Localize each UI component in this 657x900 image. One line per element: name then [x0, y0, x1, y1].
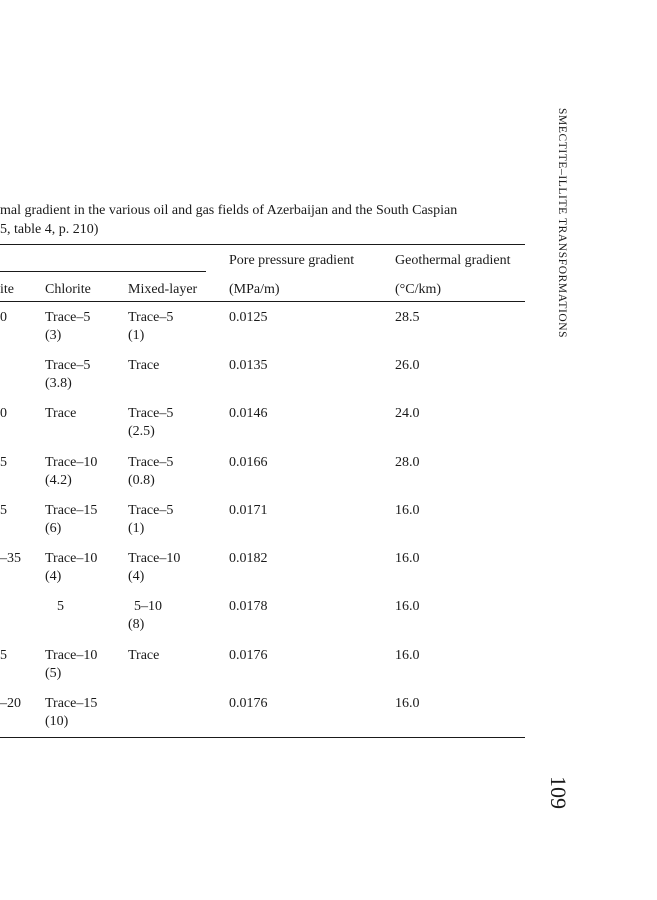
cell-pore-pressure: 0.0182 — [229, 551, 268, 566]
table-top-rule — [0, 244, 525, 245]
table-caption — [0, 201, 457, 239]
cell-col0: 0 — [0, 310, 7, 325]
header-geo-unit: (°C/km) — [395, 282, 442, 297]
cell-geothermal: 28.5 — [395, 310, 420, 325]
cell-mixed-layer-mean: (1) — [128, 521, 145, 536]
cell-geothermal: 16.0 — [395, 648, 420, 663]
cell-chlorite: Trace–5 — [45, 310, 91, 325]
cell-col0: 0 — [0, 406, 7, 421]
cell-mixed-layer: Trace — [128, 648, 160, 663]
cell-pore-pressure: 0.0178 — [229, 599, 268, 614]
cell-geothermal: 26.0 — [395, 358, 420, 373]
cell-mixed-layer: Trace–5 — [128, 310, 174, 325]
cell-col0: –35 — [0, 551, 21, 566]
header-chlorite: Chlorite — [45, 282, 91, 297]
caption-line-1: mal gradient in the various oil and gas fields of Azerbaijan and the South Caspian — [0, 203, 458, 218]
header-bottom-rule — [0, 301, 525, 302]
cell-mixed-layer-mean: (4) — [128, 569, 145, 584]
cell-mixed-layer: Trace — [128, 358, 160, 373]
cell-mixed-layer: Trace–10 — [128, 551, 181, 566]
cell-chlorite-mean: (10) — [45, 714, 69, 729]
cell-mixed-layer-mean: (1) — [128, 328, 145, 343]
cell-chlorite-mean: (3.8) — [45, 376, 72, 391]
cell-chlorite-mean: (3) — [45, 328, 62, 343]
cell-mixed-layer: Trace–5 — [128, 503, 174, 518]
cell-chlorite: Trace–5 — [45, 358, 91, 373]
cell-mixed-layer: Trace–5 — [128, 455, 174, 470]
cell-chlorite: Trace–10 — [45, 648, 98, 663]
header-col0: ite — [0, 282, 14, 297]
cell-chlorite-mean: (4.2) — [45, 473, 72, 488]
running-head: SMECTITE–ILLITE TRANSFORMATIONS — [556, 108, 568, 339]
header-pore-unit: (MPa/m) — [229, 282, 280, 297]
cell-pore-pressure: 0.0176 — [229, 648, 268, 663]
cell-mixed-layer: 5–10 — [134, 599, 162, 614]
cell-pore-pressure: 0.0125 — [229, 310, 268, 325]
cell-mixed-layer: Trace–5 — [128, 406, 174, 421]
column-group-rule — [0, 271, 206, 272]
header-geothermal: Geothermal gradient — [395, 253, 511, 268]
cell-pore-pressure: 0.0146 — [229, 406, 268, 421]
cell-mixed-layer-mean: (2.5) — [128, 424, 155, 439]
table-bottom-rule — [0, 737, 525, 738]
cell-chlorite-mean: (4) — [45, 569, 62, 584]
cell-pore-pressure: 0.0171 — [229, 503, 268, 518]
cell-geothermal: 16.0 — [395, 696, 420, 711]
cell-geothermal: 16.0 — [395, 503, 420, 518]
header-mixed-layer: Mixed-layer — [128, 282, 198, 297]
cell-chlorite: Trace–10 — [45, 551, 98, 566]
cell-chlorite-mean: (5) — [45, 666, 62, 681]
cell-chlorite-mean: (6) — [45, 521, 62, 536]
cell-pore-pressure: 0.0166 — [229, 455, 268, 470]
caption-line-2: 5, table 4, p. 210) — [0, 222, 99, 237]
cell-col0: 5 — [0, 455, 7, 470]
cell-geothermal: 28.0 — [395, 455, 420, 470]
page-number: 109 — [546, 776, 571, 809]
cell-chlorite: Trace–10 — [45, 455, 98, 470]
cell-pore-pressure: 0.0176 — [229, 696, 268, 711]
cell-chlorite: Trace — [45, 406, 77, 421]
cell-geothermal: 16.0 — [395, 551, 420, 566]
cell-mixed-layer-mean: (8) — [128, 617, 145, 632]
cell-geothermal: 24.0 — [395, 406, 420, 421]
cell-chlorite: 5 — [57, 599, 64, 614]
cell-chlorite: Trace–15 — [45, 503, 98, 518]
cell-geothermal: 16.0 — [395, 599, 420, 614]
header-pore-pressure: Pore pressure gradient — [229, 253, 355, 268]
cell-pore-pressure: 0.0135 — [229, 358, 268, 373]
cell-col0: –20 — [0, 696, 21, 711]
cell-chlorite: Trace–15 — [45, 696, 98, 711]
cell-col0: 5 — [0, 648, 7, 663]
cell-col0: 5 — [0, 503, 7, 518]
cell-mixed-layer-mean: (0.8) — [128, 473, 155, 488]
